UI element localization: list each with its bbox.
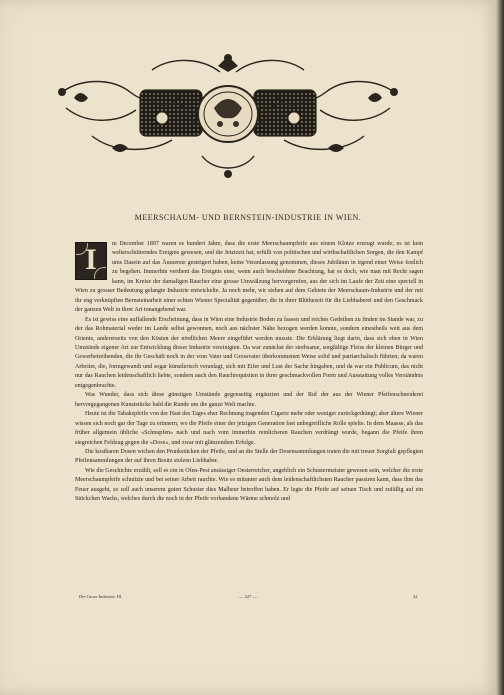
- sheet-number: 42: [413, 594, 418, 599]
- ornamental-headpiece: [52, 48, 404, 182]
- paragraph-5: Die kostbaren Dosen wichen den Prunkstücken der Pfeife, und an die Stelle der Dosensammlungen traten die mit treuer Sorgfalt gepflegten Pfeifensammlungen der auf ihren Besitz stolzen Liebhaber.: [75, 448, 423, 465]
- paragraph-1-text: m December 1897 waren es hundert Jahre, dass die erste Meerschaumpfeife aus einem Klotze erzeugt wurde; es ist kein welterschütterndes Ereignis gewesen, und die Jetztzeit hat, erfüllt von politischen und wirthschaftlichen Sorgen, die den Kampf ums Dasein auf das Äusserste gesteigert haben, keine Veranlassung genommen, dieses Jubiläum in irgend einer Weise festlich zu begehen. Immerhin verdient das Ereignis eine, wenn auch bescheidene Beachtung, hat es doch, wie man mit Recht sagen kann, im Kreise der damaligen Raucher eine grosse Umwälzung hervorgerufen, aus der sich im Laufe der Zeit eine speciell in Wien zu grosser Bedeutung gelangte Industrie entwickelte. Ja noch mehr, wir stehen auf dem Gebiete der Meerschaum-Industrie und der mit ihr eng verknüpften Bernsteinarbeit einer echten Wiener Specialität gegenüber, die in ihrer Blüthezeit für die Liebhaberei und den Geschmack der ganzen Welt in ihrer Art tonangebend war.: [75, 241, 423, 314]
- decorated-initial: I: [75, 242, 107, 280]
- article-title: MEERSCHAUM- UND BERNSTEIN-INDUSTRIE IN WIEN.: [134, 213, 362, 222]
- page-number: — 227 —: [239, 594, 257, 599]
- footer-signature: Die Gross-Industrie. III.: [79, 594, 123, 599]
- article-body: [75, 240, 423, 505]
- paragraph-6: Wie die Geschichte erzählt, soll es ein in Ofen-Pest ansässiger Oesterreicher, angeblich ein Schustermeister gewesen sein, welcher die erste Meerschaumpfeife schnitzte und bei seiner Arbeit rauchte. Wie es mitunter auch dem leidenschaftlichsten Raucher passiren kann, dass ihm das Feuer ausgeht, so soll auch unserem guten Schuster dies Malheur betroffen haben. Er legte die Pfeife auf seinen Tisch und zufällig auf ein Stückchen Wachs, welches durch die noch in der Pfeife vorhandene Wärme schmolz und: [75, 467, 423, 503]
- paragraph-1: [75, 240, 423, 316]
- page-edge: [496, 0, 504, 695]
- paragraph-2: Es ist gewiss eine auffallende Erscheinung, dass in Wien eine Industrie Boden zu fassen und reiches Gedeihen zu finden im Stande war, zu der das Rohmaterial weder im Lande selbst gewonnen, noch aus nächster Nähe bezogen werden konnte, sondern einestheils weit aus dem Oriente, andererseits von den Küsten der nördlichen Meere eingeführt werden musste. Die Erklärung liegt darin, dass sich eben in Wien Umstände eigener Art zur Entwicklung dieser Industrie vereinigten. Da war zunächst der strebsame, sorgfältige Fleiss der kleinen Bürger und Gewerbetreibenden, die ihr Geschäft noch in der vom Vater und Grossvater überkommenen Weise solid und patriarchalisch führten; da waren Arbeiter, die, formgewandt und sogar künstlerisch veranlagt, sich mit Eifer und Lust der Sache hingaben, und da war ein Publicum, das nicht nur das Rauchen leidenschaftlich liebte, sondern auch den Rauchrequisiten in ihrer geschmackvollen Form und Ausstattung volles Verständnis entgegenbrachte.: [75, 316, 423, 389]
- paragraph-3: Was Wunder, dass sich diese günstigen Umstände gegenseitig ergänzten und der Ruf der aus der Wiener Pfeifenschneiderei hervorgegangenen Kunststücke bald die Runde um die ganze Welt machte.: [75, 392, 423, 408]
- paragraph-4: Heute ist die Tabakspfeife von der Hast des Tages eher Rechnung tragenden Cigarre mehr oder weniger zurückgedrängt; aber ältere Wiener wissen sich noch gar der Tage zu erinnern, wo die Pfeife einer der jetzigen Generation fast unbegreifliche Rolle spielte. In dem Maasse, als das früher allgemein übliche «Schnupfen» nach und nach vom immerhin reinlicheren Rauchen verdrängt wurde, begann die Pfeife ihren siegreichen Feldzug gegen die «Dose», und zwar mit glänzendem Erfolge.: [75, 411, 423, 446]
